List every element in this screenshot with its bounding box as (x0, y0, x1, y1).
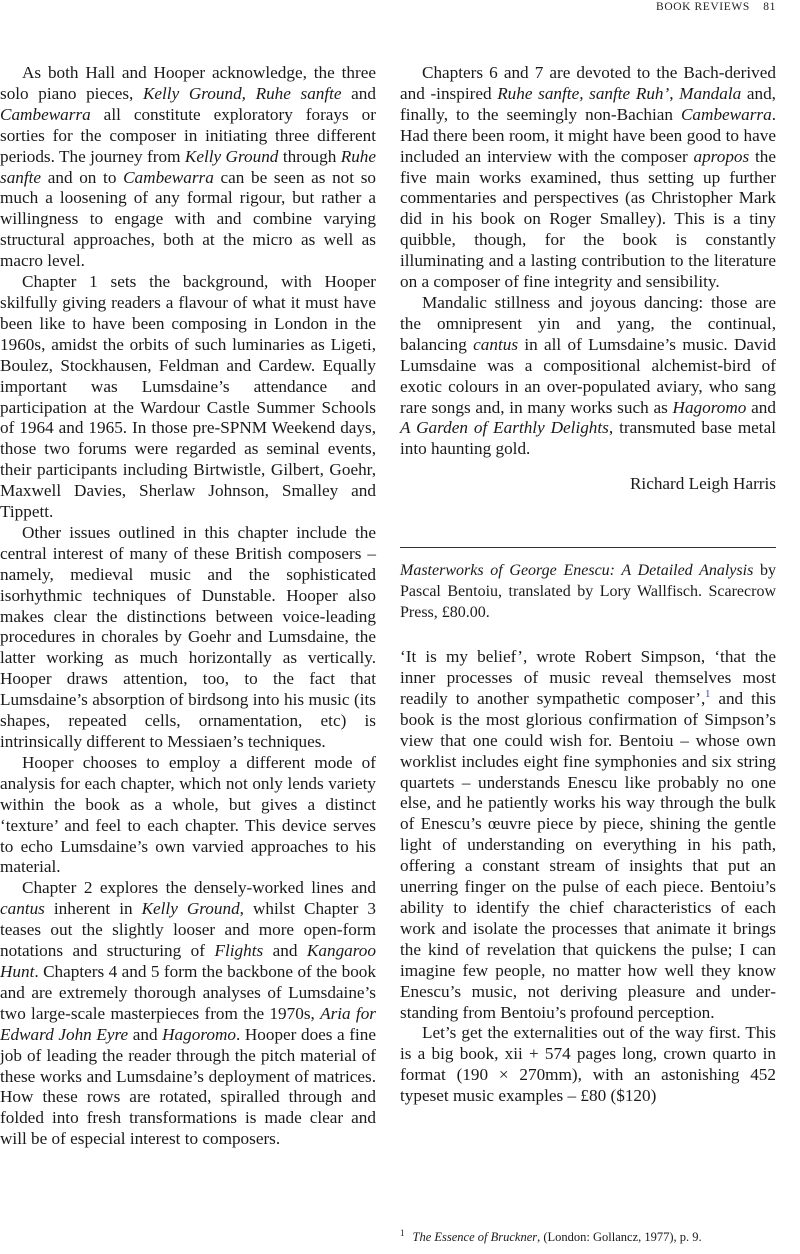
emphasis: cantus (473, 334, 519, 354)
paragraph: Let’s get the externalities out of the way first. This is a big book, xii + 574 pages long, crown quarto in format (190 × 270mm), with an astonishing 452 typeset music examples – £80 ($120) (400, 1023, 776, 1106)
footnote-citation: , (London: Gollancz, 1977), p. 9. (537, 1230, 702, 1244)
work-title: Ruhe sanfte, sanfte Ruh’ (497, 83, 670, 103)
text-run: the five main works examined, thus setting up further commentaries and perspectives (as Christopher Mark did in his book on Roger Smalley). This is a tiny quibble, though, for the book is constantly illuminating and a lasting contribution to the literature on a composer of fine integrity and sensibility. (400, 146, 776, 292)
emphasis: apropos (693, 146, 750, 166)
text-run: . Hooper does a fine job of leading the reader through the pitch material of these works and Lumsdaine’s deployment of matrices. How these rows are rotated, spiralled through and folded into fresh transformations is made clear and will be of especial interest to composers. (0, 1024, 376, 1149)
text-run: , (669, 83, 680, 103)
paragraph: Chapter 1 sets the background, with Hooper skilfully giving readers a flavour of what it must have been like to have been composing in London in the 1960s, amidst the orbits of such luminaries as Ligeti, Boulez, Stockhausen, Feldman and Cardew. Equally important was Lumsdaine’s attendance and participation at the Wardour Castle Summer Schools of 1964 and 1965. In those pre-SPNM Weekend days, those two forums were regarded as seminal events, their participants including Birtwistle, Gilbert, Goehr, Maxwell Davies, Sherlaw Johnson, Smalley and Tippett. (0, 272, 376, 522)
work-title: Hagoromo (162, 1024, 236, 1044)
work-title: Cambewarra (0, 104, 91, 124)
text-run: Mandalic stillness and joyous dancing: those are the omnipresent yin and yang, the continual, balancing (400, 292, 776, 354)
paragraph (400, 293, 776, 460)
book-details: by Pascal Bentoiu, translated by Lory Wallfisch. Scarecrow Press, £80.00. (400, 562, 777, 622)
text-run: , transmuted base metal into haunting gold. (400, 418, 776, 459)
emphasis: cantus (0, 899, 45, 919)
running-head-section: BOOK REVIEWS (656, 1, 750, 13)
paragraph (400, 647, 776, 1023)
work-title: Mandala (679, 83, 742, 103)
work-title: Flights (214, 941, 264, 961)
footnote-title: The Essence of Bruckner (412, 1230, 538, 1244)
footnote-reference[interactable]: 1 (705, 688, 711, 700)
work-title: Kelly Ground, Ruhe sanfte (142, 83, 342, 103)
text-run: . Chapters 4 and 5 form the backbone of the book and are extremely thorough analyses of Lumsdaine’s two large-scale masterpieces from the 1970s, (0, 961, 376, 1023)
paragraph: Hooper chooses to employ a different mode of analysis for each chapter, which not only lends variety within the book as a whole, but gives a distinct ‘texture’ and feel to each chapter. This device serves to echo Lumsdaine’s own varvied approaches to his material. (0, 752, 376, 877)
paragraph: Other issues outlined in this chapter include the central interest of many of these British composers – namely, medieval music and the sophisticated isorhythmic techniques of Dunstable. Hooper also makes clear the distinctions between voice-leading procedures in chorales by Goehr and Lumsdaine, the latter working as much horizontally as vertically. Hooper draws attention, too, to the fact that Lumsdaine’s absorption of birdsong into his music (its shapes, repeated cells, ornamentation, etc) is intrinsically different to Messiaen’s techniques. (0, 522, 376, 751)
running-head (656, 0, 776, 14)
text-run: . Had there been room, it might have been good to have included an interview with the composer (400, 104, 776, 166)
work-title: Aria for Edward John Eyre (0, 1003, 376, 1044)
work-title: Kelly Ground (184, 146, 279, 166)
paragraph (0, 878, 376, 1150)
text-run: and on to (41, 167, 124, 187)
paragraph (0, 63, 376, 272)
work-title: Hagoromo (672, 397, 747, 417)
page-number: 81 (763, 1, 776, 13)
text-run: and (341, 83, 376, 103)
work-title: Kelly Ground (141, 899, 240, 919)
paragraph (400, 63, 776, 293)
reviewer-signature: Richard Leigh Harris (629, 474, 776, 494)
work-title: Kangaroo Hunt (0, 941, 376, 981)
text-run: can be seen as not so much a loosening of any formal rigour, but rather a willingness to engage with and combine varying structural approaches, both at the micro as well as macro level. (0, 167, 376, 271)
work-title: Cambewarra (123, 167, 214, 187)
text-run: As both Hall and Hooper acknowledge, the three solo piano pieces, (0, 63, 376, 103)
right-column (400, 63, 776, 1107)
text-run: Chapters 6 and 7 are devoted to the Bach-derived and -inspired (400, 63, 776, 103)
footnote-number: 1 (400, 1228, 405, 1238)
text-run: through (278, 146, 341, 166)
text-run: , whilst Chapter 3 teases out the slightly looser and more open-form notations and structuring of (0, 899, 376, 961)
work-title: A Garden of Earthly Delights (400, 418, 609, 438)
text-run: and (128, 1024, 163, 1044)
text-run: and this book is the most glorious confirmation of Simpson’s view that one could wish for. Bentoiu – whose own worklist includes eight fine symphonies and six string quartets – understands Enescu like probably no one else, and he patiently works his way through the bulk of Enescu’s œuvre piece by piece, shining the gentle light of understanding on everything in his path, offering a constant stream of insights that put an unerring finger on the pulse of each piece. Bentoiu’s ability to identify the chief characteristics of each work and isolate the processes that animate it brings the kind of revelation that quickens the pulse; I can imagine few people, no matter how well they know Enescu’s music, not deriving pleasure and understanding from Bentoiu’s profound perception. (400, 688, 776, 1022)
book-title: Masterworks of George Enescu: A Detailed Analysis (400, 562, 754, 580)
text-run: Chapter 2 explores the densely-worked lines and (22, 878, 376, 898)
text-run: and (746, 397, 776, 417)
text-run: in all of Lumsdaine’s music. David Lumsdaine was a compositional alchemist-bird of exotic colours in an over-populated aviary, who sang rare songs and, in many works such as (400, 334, 776, 417)
text-run: inherent in (44, 899, 142, 919)
section-divider (400, 547, 776, 548)
text-run: and, finally, to the seemingly non-Bachian (400, 83, 776, 124)
text-run: all constitute exploratory forays or sorties for the composer in initiating three different periods. The journey from (0, 104, 376, 166)
footnote (400, 1225, 776, 1245)
work-title: Ruhe sanfte (0, 146, 377, 187)
work-title: Cambewarra (680, 104, 772, 124)
text-run: and (263, 941, 307, 961)
left-column (0, 63, 376, 1150)
text-run: ‘It is my belief’, wrote Robert Simpson, ‘that the inner processes of music reveal themselves most readily to another sympathetic composer’, (400, 647, 776, 708)
book-review-heading (400, 560, 776, 623)
